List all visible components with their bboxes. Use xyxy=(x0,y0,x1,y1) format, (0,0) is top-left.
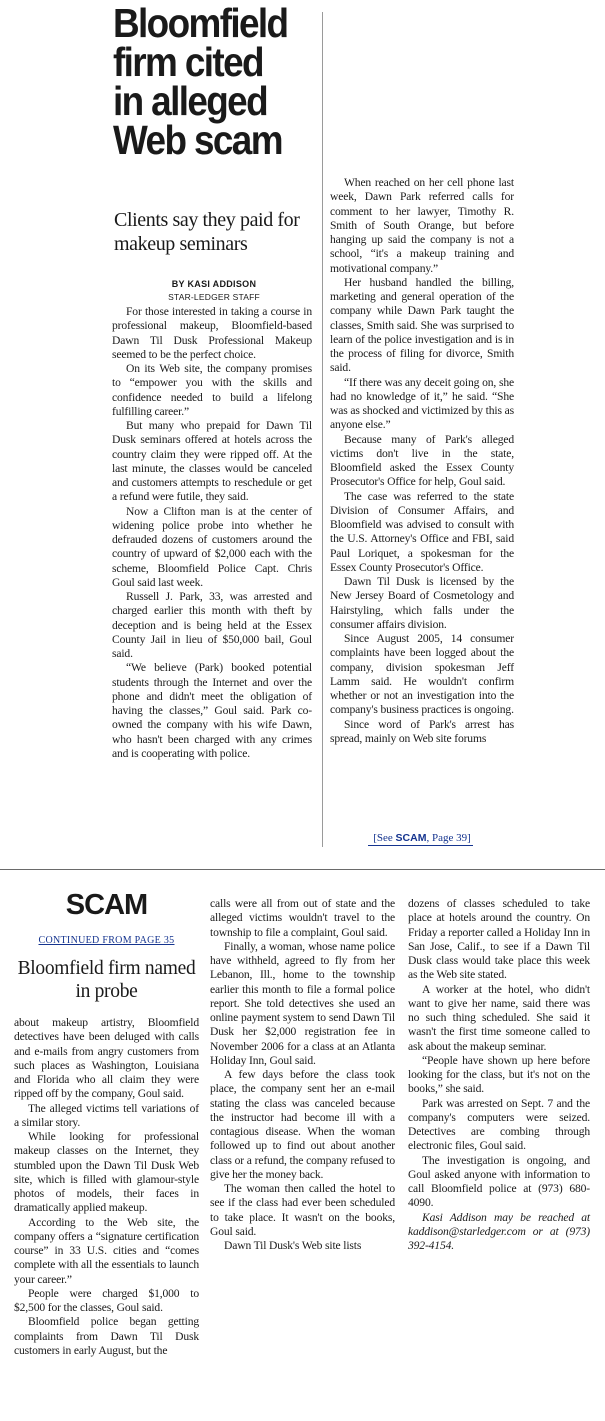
paragraph: For those interested in taking a course in professional makeup, Bloomfield-based Dawn Til Dusk Professional Makeup seemed to be the perfect choice. xyxy=(112,305,312,361)
column-rule xyxy=(322,12,323,847)
paragraph: Now a Clifton man is at the center of widening police probe into whether he defrauded dozens of customers around the country of upward of $2,000 each with the scheme, Bloomfield Police Capt. Chris Goul said last week. xyxy=(112,504,312,589)
paragraph: The woman then called the hotel to see if the class had ever been scheduled to take place. It wasn't on the books, Goul said. xyxy=(210,1182,395,1238)
paragraph: “People have shown up here before looking for the class, but it's not on the books,” she said. xyxy=(408,1053,590,1096)
paragraph: But many who prepaid for Dawn Til Dusk seminars offered at hotels across the country claim they were ripped off. At the last minute, the classes would be canceled and customers attempts to reschedule or get a refund were futile, they said. xyxy=(112,419,312,504)
paragraph: A worker at the hotel, who didn't want to give her name, said there was no such thing scheduled. She said it wasn't the first time someone called to ask about the makeup seminar. xyxy=(408,982,590,1053)
continuation-column-2 xyxy=(210,897,395,1253)
jump-prefix: [See xyxy=(373,832,396,844)
paragraph: People were charged $1,000 to $2,500 for the classes, Goul said. xyxy=(14,1286,199,1314)
story-column-2 xyxy=(330,176,514,746)
paragraph: Finally, a woman, whose name police have withheld, agreed to fly from her Lebanon, Ill., home to the township earlier this month to file a formal police report. She told detectives she used an online payment system to send Dawn Til Dusk her $2,000 registration fee in November 2006 for a class at an Atlanta Holiday Inn, Goul said. xyxy=(210,939,395,1067)
paragraph: “We believe (Park) booked potential students through the Internet and over the phone and didn't meet the obligation of having the classes,” Goul said. Park co-owned the company with his wife Dawn, who hasn't been charged with any crimes and is cooperating with police. xyxy=(112,661,312,760)
jump-head: SCAM xyxy=(65,889,148,921)
paragraph: Park was arrested on Sept. 7 and the company's computers were seized. Detectives are combing through electronic files, Goul said. xyxy=(408,1096,590,1153)
story-column-1 xyxy=(112,305,312,761)
continued-from-link[interactable]: CONTINUED FROM PAGE 35 xyxy=(38,935,175,946)
paragraph: Since word of Park's arrest has spread, mainly on Web site forums xyxy=(330,717,514,745)
paragraph: Since August 2005, 14 consumer complaints have been logged about the company, division spokesman Jeff Lamm said. He wouldn't confirm whether or not an investigation into the company's business practices is ongoing. xyxy=(330,632,514,717)
paragraph: Dawn Til Dusk's Web site lists xyxy=(224,1239,362,1252)
paragraph: Russell J. Park, 33, was arrested and charged earlier this month with theft by deception and is being held at the Essex County Jail in lieu of $50,000 bail, Goul said. xyxy=(112,590,312,660)
continuation-column-3 xyxy=(408,897,590,1253)
byline: BY KASI ADDISON xyxy=(171,279,257,289)
paragraph: dozens of classes scheduled to take place at hotels around the country. On Friday a reporter called a Holiday Inn in San Jose, Calif., to see if a Dawn Til Dusk class would take place this week as the Web site stated. xyxy=(408,897,590,982)
jump-underline xyxy=(368,845,473,846)
paragraph: “If there was any deceit going on, she had no knowledge of it,” he said. “She was as shocked and victimized by this as anyone else.” xyxy=(330,375,514,432)
paragraph: calls were all from out of state and the alleged victims wouldn't travel to the township to file a complaint, Goul said. xyxy=(210,897,395,939)
staff-credit: STAR-LEDGER STAFF xyxy=(168,292,260,302)
paragraph: While looking for professional makeup classes on the Internet, they stumbled upon the Dawn Til Dusk Web site, which is filled with glamour-style photos of models, their faces in dramatically applied makeup. xyxy=(14,1130,199,1215)
headline: Bloomfield firm cited in alleged Web scam xyxy=(113,0,288,163)
paragraph: Because many of Park's alleged victims don't live in the state, Bloomfield asked the Essex County Prosecutor's Office for help, Goul said. xyxy=(330,432,514,489)
jump-keyword: SCAM xyxy=(395,832,427,844)
paragraph: about makeup artistry, Bloomfield detectives have been deluged with calls and e-mails from angry customers from such places as Washington, Louisiana and Florida who all claim they were ripped off by the company, Goul said. xyxy=(14,1016,199,1101)
paragraph: When reached on her cell phone last week, Dawn Park referred calls for comment to her lawyer, Timothy R. Smith of South Orange, but before hanging up said the company is not a school, “it's a makeup training and motivational company.” xyxy=(330,176,514,275)
paragraph: Dawn Til Dusk is licensed by the New Jersey Board of Cosmetology and Hairstyling, which falls under the consumer affairs division. xyxy=(330,575,514,631)
page-divider xyxy=(0,869,605,870)
paragraph: The alleged victims tell variations of a similar story. xyxy=(14,1101,199,1129)
jump-link[interactable] xyxy=(330,832,514,845)
jump-suffix: , Page 39] xyxy=(426,832,471,844)
paragraph: A few days before the class took place, the company sent her an e-mail stating the class was canceled because the instructor had become ill with a contagious disease. When the woman followed up to find out about another class or a refund, the company refused to give her the money back. xyxy=(210,1068,395,1181)
paragraph: Bloomfield police began getting complaints from Dawn Til Dusk customers in early August, but the xyxy=(14,1315,199,1357)
author-contact: Kasi Addison may be reached at kaddison@starledger.com or at (973) 392-4154. xyxy=(408,1210,590,1252)
deck: Clients say they paid for makeup seminars xyxy=(114,209,300,255)
paragraph: The case was referred to the state Division of Consumer Affairs, and Bloomfield was advised to consult with the U.S. Attorney's Office and FBI, said Paul Loriquet, a spokesman for the Essex County Prosecutor's Office. xyxy=(330,489,514,574)
paragraph: The investigation is ongoing, and Goul asked anyone with information to call Bloomfield police at (973) 680-4090. xyxy=(408,1153,590,1210)
continuation-deck: Bloomfield firm named in probe xyxy=(17,958,196,1002)
paragraph: According to the Web site, the company offers a “signature certification course” in 33 U.S. cities and “comes complete with all the essentials to launch your career.” xyxy=(14,1215,199,1286)
continuation-column-1 xyxy=(14,1016,199,1358)
paragraph: On its Web site, the company promises to “empower you with the skills and confidence needed to build a lifelong fulfilling career.” xyxy=(112,362,312,418)
paragraph: Her husband handled the billing, marketing and general operation of the company while Dawn Park taught the classes, Smith said. She was surprised to learn of the police investigation and is in the process of filing for divorce, Smith said. xyxy=(330,275,514,375)
